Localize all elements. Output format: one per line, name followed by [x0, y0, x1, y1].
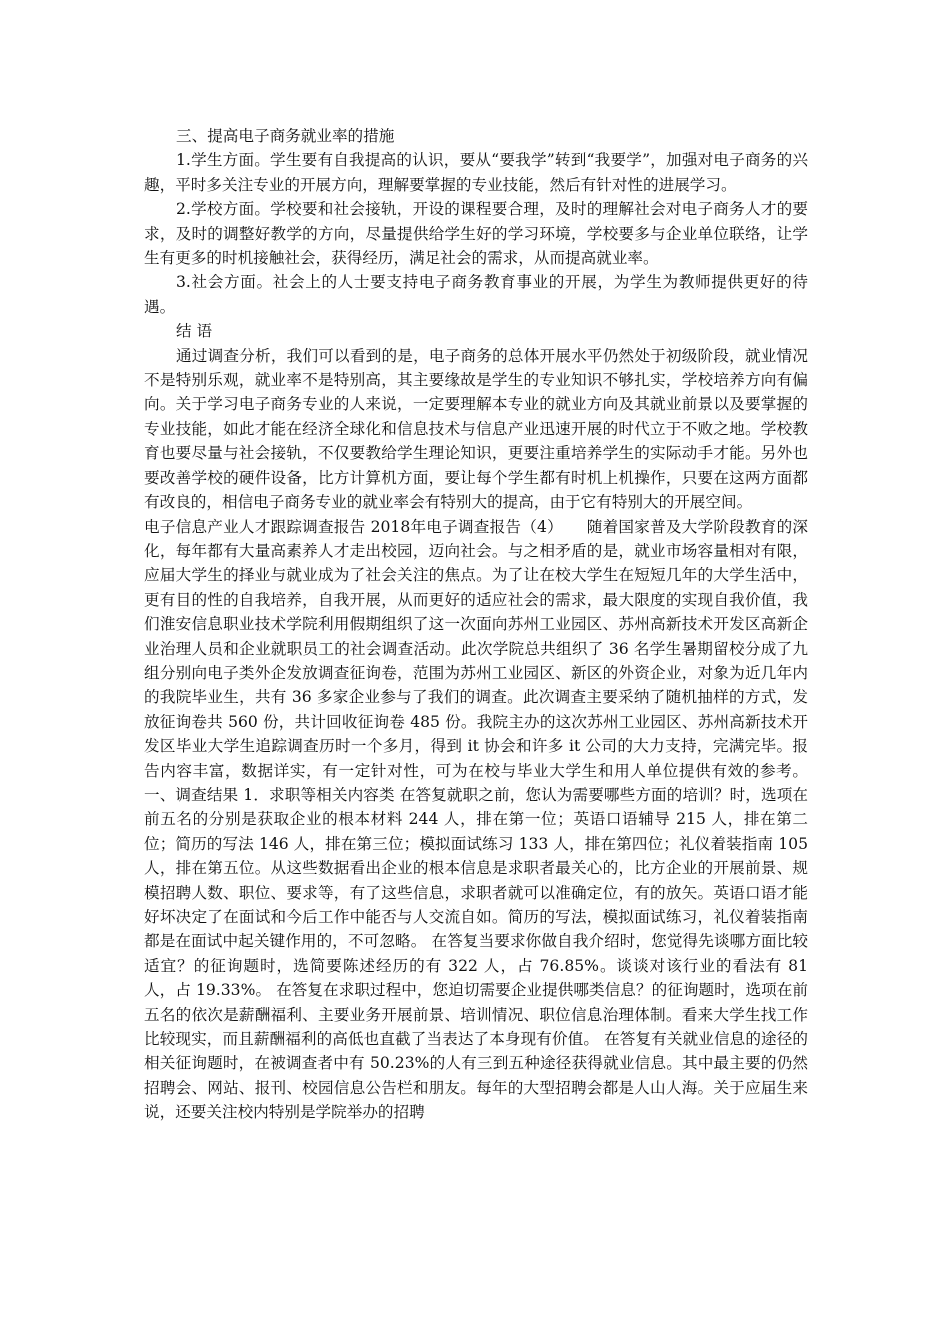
report-body-paragraph: 电子信息产业人才跟踪调查报告 2018年电子调查报告（4） 随着国家普及大学阶段教育的深化，每年都有大量高素养人才走出校园，迈向社会。与之相矛盾的是，就业市场容量相对有限，应届大学生的择业与就业成为了社会关注的焦点。为了让在校大学生在短短几年的大学生活中，更有目的性的自我培养，自我开展，从而更好的适应社会的需求，最大限度的实现自我价值，我们淮安信息职业技术学院利用假期组织了这一次面向苏州工业园区、苏州高新技术开发区高新企业治理人员和企业就职员工的社会调查活动。此次学院总共组织了 36 名学生暑期留校分成了九组分别向电子类外企发放调查征询卷，范围为苏州工业园区、新区的外资企业，对象为近几年内的我院毕业生，共有 36 多家企业参与了我们的调查。此次调查主要采纳了随机抽样的方式，发放征询卷共 560 份，共计回收征询卷 485 份。我院主办的这次苏州工业园区、苏州高新技术开发区毕业大学生追踪调查历时一个多月，得到 it 协会和许多 it 公司的大力支持，完满完毕。报告内容丰富，数据详实，有一定针对性，可为在校与毕业大学生和用人单位提供有效的参考。 一、调查结果 1．求职等相关内容类 在答复就职之前，您认为需要哪些方面的培训？时，选项在前五名的分别是获取企业的根本材料 244 人，排在第一位；英语口语辅导 215 人，排在第二位；简历的写法 146 人，排在第三位；模拟面试练习 133 人，排在第四位；礼仪着装指南 105 人，排在第五位。从这些数据看出企业的根本信息是求职者最关心的，比方企业的开展前景、规模招聘人数、职位、要求等，有了这些信息，求职者就可以准确定位，有的放矢。英语口语才能好坏决定了在面试和今后工作中能否与人交流自如。简历的写法，模拟面试练习，礼仪着装指南都是在面试中起关键作用的，不可忽略。 在答复当要求你做自我介绍时，您觉得先谈哪方面比较适宜？的征询题时，选简要陈述经历的有 322 人，占 76.85%。谈谈对该行业的看法有 81 人，占 19.33%。 在答复在求职过程中，您迫切需要企业提供哪类信息？的征询题时，选项在前五名的依次是薪酬福利、主要业务开展前景、培训情况、职位信息治理体制。看来大学生找工作比较现实，而且薪酬福利的高低也直截了当表达了本身现有价值。 在答复有关就业信息的途径的相关征询题时，在被调查者中有 50.23%的人有三到五种途径获得就业信息。其中最主要的仍然招聘会、网站、报刊、校园信息公告栏和朋友。每年的大型招聘会都是人山人海。关于应届生来说，还要关注校内特别是学院举办的招聘 — [144, 517, 808, 1122]
conclusion-paragraph: 通过调查分析，我们可以看到的是，电子商务的总体开展水平仍然处于初级阶段，就业情况不是特别乐观，就业率不是特别高，其主要缘故是学生的专业知识不够扎实，学校培养方向有偏向。关于学习电子商务专业的人来说，一定要理解本专业的就业方向及其就业前景以及要掌握的专业技能，如此才能在经济全球化和信息技术与信息产业迅速开展的时代立于不败之地。学校教育也要尽量与社会接轨，不仅要教给学生理论知识，更要注重培养学生的实际动手才能。另外也要改善学校的硬件设备，比方计算机方面，要让每个学生都有时机上机操作，只要在这两方面都有改良的，相信电子商务专业的就业率会有特别大的提高，由于它有特别大的开展空间。 — [144, 346, 808, 512]
measure-student: 1.学生方面。学生要有自我提高的认识，要从“要我学”转到“我要学”，加强对电子商务的兴趣，平时多关注专业的开展方向，理解要掌握的专业技能，然后有针对性的进展学习。 — [144, 151, 808, 194]
measure-society: 3.社会方面。社会上的人士要支持电子商务教育事业的开展，为学生为教师提供更好的待遇。 — [144, 273, 808, 316]
conclusion-heading: 结 语 — [176, 322, 213, 341]
document-page — [144, 124, 808, 1125]
section-heading: 三、提高电子商务就业率的措施 — [176, 127, 395, 145]
measure-school: 2.学校方面。学校要和社会接轨，开设的课程要合理，及时的理解社会对电子商务人才的要求，及时的调整好教学的方向，尽量提供给学生好的学习环境，学校要多与企业单位联络，让学生有更多的时机接触社会，获得经历，满足社会的需求，从而提高就业率。 — [144, 200, 808, 268]
